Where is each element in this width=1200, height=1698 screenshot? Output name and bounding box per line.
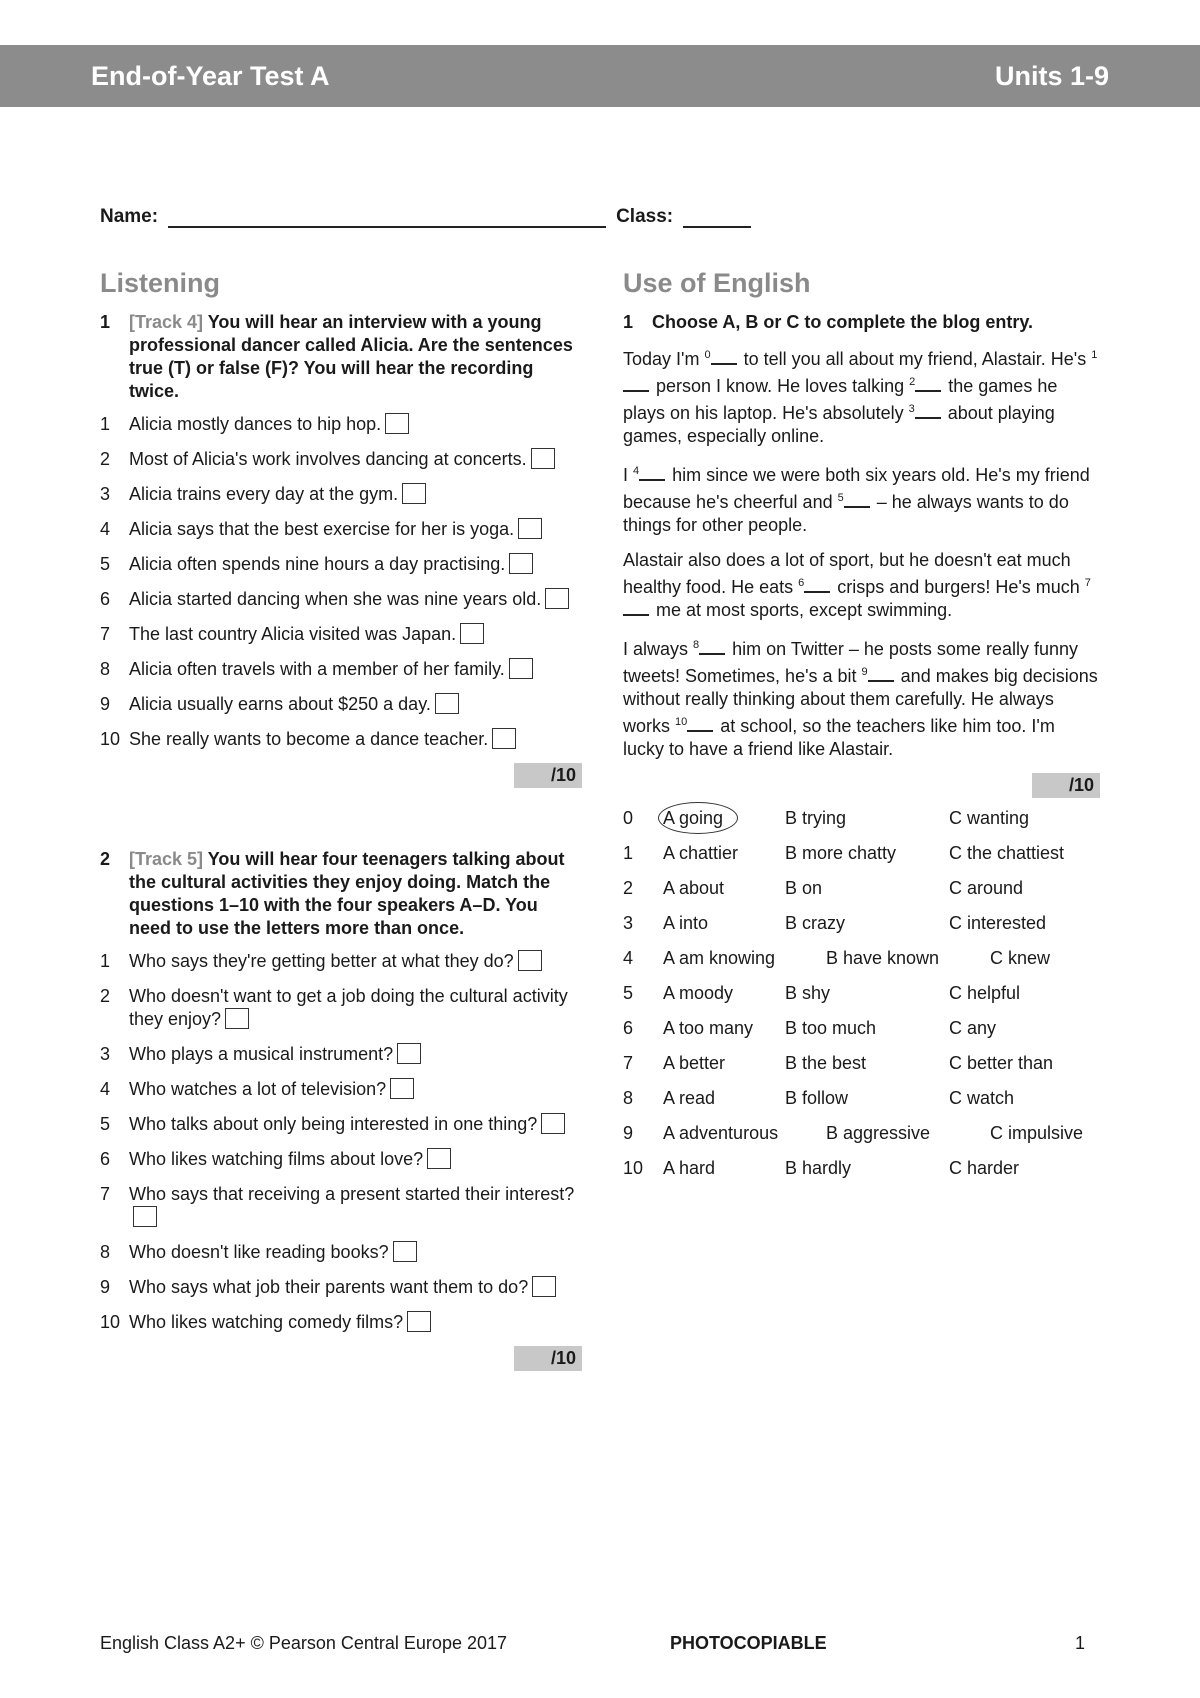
- track-label: [Track 4]: [129, 312, 204, 332]
- option-a[interactable]: A hard: [663, 1158, 716, 1178]
- question-number: 2: [100, 449, 111, 469]
- question-item: [100, 728, 582, 751]
- question-item: [100, 1183, 582, 1229]
- gap-blank[interactable]: [639, 465, 665, 481]
- question-text: Alicia started dancing when she was nine years old.: [129, 589, 542, 609]
- option-a[interactable]: A going: [663, 808, 724, 828]
- question-text: Who watches a lot of television?: [129, 1079, 387, 1099]
- option-b[interactable]: B trying: [785, 808, 847, 828]
- question-text: Alicia often spends nine hours a day practising.: [129, 554, 506, 574]
- track-label: [Track 5]: [129, 849, 204, 869]
- question-number: 7: [100, 624, 111, 644]
- option-b[interactable]: B more chatty: [785, 843, 897, 863]
- gap-number: 5: [837, 492, 844, 504]
- gap-blank[interactable]: [915, 403, 941, 419]
- answer-box[interactable]: [541, 1113, 565, 1134]
- option-row: [623, 843, 1100, 878]
- name-label: Name:: [100, 206, 159, 227]
- gap-number: 6: [798, 577, 805, 589]
- option-c[interactable]: C watch: [949, 1088, 1015, 1108]
- option-c[interactable]: C impulsive: [990, 1123, 1084, 1143]
- option-b[interactable]: B too much: [785, 1018, 877, 1038]
- question-item: [100, 1113, 582, 1136]
- question-item: [100, 1043, 582, 1066]
- question-number: 5: [100, 554, 111, 574]
- blog-paragraph: Alastair also does a lot of sport, but he doesn't eat much healthy food. He eats $^6$ crisps and burgers! He's much $^7$ me at most sports, except swimming.: [623, 550, 1091, 620]
- option-number: 3: [623, 913, 634, 933]
- option-row: [623, 913, 1100, 948]
- question-number: 10: [100, 1312, 121, 1332]
- footer: [100, 1633, 1085, 1659]
- option-row: [623, 948, 1100, 983]
- question-number: 7: [100, 1184, 111, 1204]
- units-label: Units 1-9: [994, 60, 1109, 91]
- option-c[interactable]: C around: [949, 878, 1024, 898]
- blog-paragraph: I $^4$ him since we were both six years old. He's my friend because he's cheerful and $^5$ – he always wants to do things for other people.: [623, 465, 1090, 535]
- option-a[interactable]: A better: [663, 1053, 726, 1073]
- listening-task1-instruction: 1 [Track 4] You will hear an interview with a young professional dancer called Alicia. Are the sentences true (T) or false (F)? You will hear the recording twice.: [100, 312, 573, 401]
- option-number: 9: [623, 1123, 634, 1143]
- option-b[interactable]: B crazy: [785, 913, 846, 933]
- gap-blank[interactable]: [687, 716, 713, 732]
- option-b[interactable]: B follow: [785, 1088, 849, 1108]
- answer-box[interactable]: [427, 1148, 451, 1169]
- answer-box[interactable]: [532, 1276, 556, 1297]
- question-text: Who doesn't want to get a job doing the cultural activity they enjoy?: [129, 986, 568, 1029]
- listening-task2-items: [100, 950, 582, 1334]
- question-item: [100, 658, 582, 681]
- option-number: 7: [623, 1053, 634, 1073]
- option-number: 5: [623, 983, 634, 1003]
- question-item: [100, 448, 582, 471]
- option-row: [623, 983, 1100, 1018]
- score-box: /10: [1032, 773, 1100, 798]
- question-number: 8: [100, 1242, 111, 1262]
- answer-box[interactable]: [492, 728, 516, 749]
- gap-number: 7: [1084, 577, 1091, 589]
- answer-box[interactable]: [509, 658, 533, 679]
- option-row: [623, 1123, 1100, 1158]
- option-c[interactable]: C the chattiest: [949, 843, 1065, 863]
- answer-box[interactable]: [397, 1043, 421, 1064]
- answer-box[interactable]: [545, 588, 569, 609]
- option-a[interactable]: A moody: [663, 983, 734, 1003]
- answer-box[interactable]: [518, 518, 542, 539]
- answer-box[interactable]: [435, 693, 459, 714]
- question-item: [100, 1241, 582, 1264]
- use-of-english-section: [623, 268, 1100, 1193]
- question-item: [100, 1148, 582, 1171]
- answer-box[interactable]: [402, 483, 426, 504]
- listening-title: Listening: [100, 268, 220, 298]
- question-text: Who talks about only being interested in one thing?: [129, 1114, 538, 1134]
- question-text: She really wants to become a dance teacher.: [129, 729, 489, 749]
- option-number: 1: [623, 843, 634, 863]
- question-text: Who says they're getting better at what they do?: [129, 951, 514, 971]
- question-text: The last country Alicia visited was Japan.: [129, 624, 457, 644]
- blog-entry: [623, 344, 1100, 761]
- option-b[interactable]: B aggressive: [826, 1123, 931, 1143]
- gap-number: 2: [909, 376, 916, 388]
- answer-box[interactable]: [407, 1311, 431, 1332]
- blog-paragraph: I always $^8$ him on Twitter – he posts some really funny tweets! Sometimes, he's a bit $^9$ and makes big decisions without really thinking about them carefully. He always works $^{10}$ at school, so the teachers like him too. I'm lucky to have a friend like Alastair.: [623, 639, 1098, 759]
- option-row: [623, 1088, 1100, 1123]
- question-item: [100, 623, 582, 646]
- test-title: End-of-Year Test A: [91, 60, 330, 91]
- uoe-task1-instruction: 1 Choose A, B or C to complete the blog entry.: [623, 312, 1034, 332]
- name-class-row: [100, 198, 760, 228]
- example-answer-circle: [658, 802, 738, 834]
- answer-box[interactable]: [390, 1078, 414, 1099]
- answer-box[interactable]: [518, 950, 542, 971]
- question-number: 3: [100, 484, 111, 504]
- option-a[interactable]: A read: [663, 1088, 716, 1108]
- class-field[interactable]: [683, 204, 751, 228]
- gap-number: 10: [675, 716, 688, 728]
- question-number: 5: [100, 1114, 111, 1134]
- question-number: 4: [100, 519, 111, 539]
- question-item: [100, 553, 582, 576]
- option-row: [623, 1158, 1100, 1193]
- option-a[interactable]: A am knowing: [663, 948, 776, 968]
- question-number: 9: [100, 694, 111, 714]
- question-item: [100, 483, 582, 506]
- option-row: [623, 808, 1100, 843]
- option-c[interactable]: C knew: [990, 948, 1051, 968]
- question-number: 8: [100, 659, 111, 679]
- copyright: English Class A2+ © Pearson Central Europe 2017: [100, 1633, 508, 1653]
- answer-box[interactable]: [225, 1008, 249, 1029]
- question-number: 3: [100, 1044, 111, 1064]
- option-a[interactable]: A too many: [663, 1018, 754, 1038]
- option-c[interactable]: C harder: [949, 1158, 1020, 1178]
- class-label: Class:: [616, 206, 674, 227]
- question-text: Who likes watching films about love?: [129, 1149, 424, 1169]
- answer-box[interactable]: [133, 1206, 157, 1227]
- option-number: 10: [623, 1158, 644, 1178]
- option-a[interactable]: A into: [663, 913, 709, 933]
- option-b[interactable]: B the best: [785, 1053, 867, 1073]
- question-item: [100, 1276, 582, 1299]
- question-text: Alicia usually earns about $250 a day.: [129, 694, 431, 714]
- question-number: 1: [100, 951, 111, 971]
- listening-task1-items: [100, 413, 582, 751]
- gap-number: 4: [633, 465, 640, 477]
- blog-paragraph: Today I'm $^0$ to tell you all about my friend, Alastair. He's $^1$ person I know. He loves talking $^2$ the games he plays on his laptop. He's absolutely $^3$ about playing games, especially online.: [623, 349, 1098, 446]
- score-box: /10: [514, 763, 582, 788]
- gap-number: 3: [908, 403, 915, 415]
- option-number: 0: [623, 808, 634, 828]
- question-text: Who says what job their parents want them to do?: [129, 1277, 529, 1297]
- name-field[interactable]: [168, 204, 606, 228]
- question-number: 2: [100, 986, 111, 1006]
- option-c[interactable]: C better than: [949, 1053, 1054, 1073]
- answer-box[interactable]: [385, 413, 409, 434]
- gap-blank[interactable]: [699, 639, 725, 655]
- question-text: Alicia trains every day at the gym.: [129, 484, 399, 504]
- question-item: [100, 413, 582, 436]
- answer-box[interactable]: [460, 623, 484, 644]
- gap-number: 8: [693, 639, 700, 651]
- answer-box[interactable]: [393, 1241, 417, 1262]
- question-number: 4: [100, 1079, 111, 1099]
- gap-blank[interactable]: [915, 376, 941, 392]
- question-number: 6: [100, 1149, 111, 1169]
- option-a[interactable]: A adventurous: [663, 1123, 779, 1143]
- header-bar: [0, 45, 1200, 107]
- option-a[interactable]: A chattier: [663, 843, 739, 863]
- question-text: Who doesn't like reading books?: [129, 1242, 389, 1262]
- gap-blank[interactable]: [868, 666, 894, 682]
- option-b[interactable]: B have known: [826, 948, 940, 968]
- question-text: Who says that receiving a present started their interest?: [129, 1184, 575, 1204]
- question-number: 6: [100, 589, 111, 609]
- option-c[interactable]: C any: [949, 1018, 997, 1038]
- question-text: Who likes watching comedy films?: [129, 1312, 404, 1332]
- use-of-english-title: Use of English: [623, 268, 811, 298]
- photocopiable-label: PHOTOCOPIABLE: [670, 1633, 827, 1653]
- gap-number: 0: [704, 349, 711, 361]
- gap-blank[interactable]: [844, 492, 870, 508]
- question-item: [100, 693, 582, 716]
- answer-box[interactable]: [509, 553, 533, 574]
- gap-blank[interactable]: [623, 376, 649, 392]
- option-row: [623, 878, 1100, 913]
- gap-blank[interactable]: [711, 349, 737, 365]
- option-c[interactable]: C interested: [949, 913, 1047, 933]
- answer-box[interactable]: [531, 448, 555, 469]
- option-row: [623, 1018, 1100, 1053]
- question-item: [100, 518, 582, 541]
- question-text: Most of Alicia's work involves dancing at concerts.: [129, 449, 527, 469]
- gap-blank[interactable]: [804, 577, 830, 593]
- option-b[interactable]: B hardly: [785, 1158, 852, 1178]
- option-c[interactable]: C helpful: [949, 983, 1021, 1003]
- option-row: [623, 1053, 1100, 1088]
- question-item: [100, 588, 582, 611]
- option-number: 6: [623, 1018, 634, 1038]
- option-c[interactable]: C wanting: [949, 808, 1030, 828]
- score-box: /10: [514, 1346, 582, 1371]
- question-text: Alicia often travels with a member of her family.: [129, 659, 505, 679]
- option-b[interactable]: B on: [785, 878, 823, 898]
- question-text: Who plays a musical instrument?: [129, 1044, 394, 1064]
- question-number: 1: [100, 414, 111, 434]
- option-number: 4: [623, 948, 634, 968]
- option-a[interactable]: A about: [663, 878, 725, 898]
- listening-task2-instruction: 2 [Track 5] You will hear four teenagers talking about the cultural activities they enjoy doing. Match the questions 1–10 with the four speakers A–D. You need to use the letters more than once.: [100, 849, 565, 938]
- page-number: 1: [1074, 1633, 1085, 1653]
- gap-number: 9: [861, 666, 868, 678]
- option-b[interactable]: B shy: [785, 983, 831, 1003]
- gap-blank[interactable]: [623, 600, 649, 616]
- question-item: [100, 985, 582, 1031]
- question-text: Alicia says that the best exercise for her is yoga.: [129, 519, 515, 539]
- listening-section: [100, 268, 582, 1371]
- question-number: 9: [100, 1277, 111, 1297]
- gap-number: 1: [1091, 349, 1098, 361]
- question-number: 10: [100, 729, 121, 749]
- options-list: [623, 808, 1100, 1193]
- option-number: 2: [623, 878, 634, 898]
- question-item: [100, 1078, 582, 1101]
- question-item: [100, 1311, 582, 1334]
- question-item: [100, 950, 582, 973]
- option-number: 8: [623, 1088, 634, 1108]
- question-text: Alicia mostly dances to hip hop.: [129, 414, 382, 434]
